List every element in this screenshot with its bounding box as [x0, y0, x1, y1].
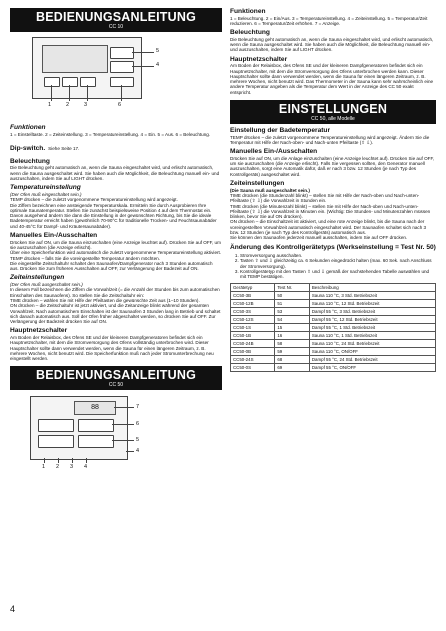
step-item: 3. Kontrollgerätetyp mit den Tasten ⇧ und ⇩ gemäß der nachstehenden Tabelle auswählen und mit TEMP bestätigen. — [240, 269, 436, 280]
callout-6: 6 — [136, 421, 140, 428]
text-zeit-4: Sie können den Saunaofen jederzeit manuell ausschalten, indem Sie auf OFF drücken. — [230, 235, 408, 241]
callout-7: 7 — [136, 404, 140, 411]
device-type-table — [230, 283, 436, 372]
table-cell: CC50-1B — [231, 331, 275, 339]
table-cell: 15 — [275, 323, 310, 331]
banner-cc10 — [10, 8, 222, 32]
table-cell: 54 — [275, 315, 310, 323]
table-cell: CC50-1S — [231, 323, 275, 331]
banner-title: BEDIENUNGSANLEITUNG — [35, 368, 197, 383]
callout-3: 3 — [70, 464, 74, 471]
cc50-button-light — [38, 419, 74, 432]
table-cell: Dampf 55 °C, 3 Std. Betriebszeit — [309, 307, 435, 315]
table-cell: Dampf 55 °C, 24 Std. Betriebszeit — [309, 355, 435, 363]
banner-title: EINSTELLUNGEN — [278, 102, 388, 117]
cc10-button-3 — [80, 77, 96, 87]
table-cell: CC50-3S — [231, 307, 275, 315]
table-header: Gerätetyp — [231, 283, 275, 291]
heading-hauptnetzschalter: Hauptnetzschalter — [230, 55, 288, 63]
text-zeit-2: TIME drücken – wählen Sie mit Hilfe der Pfeiltasten die gewünschte Zeit aus (1–10 Stunden). — [10, 297, 200, 303]
table-cell: 53 — [275, 307, 310, 315]
text-temp-1: TEMP drücken – die zuletzt vorgenommene Temperatureinstellung wird angezeigt. — [10, 197, 178, 203]
text-dip-switch: Siehe Seite 17. — [48, 145, 80, 151]
table-cell: 68 — [275, 355, 310, 363]
page-number: 4 — [10, 604, 16, 614]
cc10-button-off — [110, 61, 134, 73]
table-cell: Sauna 110 °C, 24 Std. Betriebszeit — [309, 339, 435, 347]
banner-subtitle: CC 50 — [108, 382, 124, 389]
table-cell: Sauna 110 °C, 1 Std. Betriebszeit — [309, 331, 435, 339]
text-man-3: TEMP drücken – falls Sie die voreingestellte Temperatur ändern möchten. — [10, 255, 160, 261]
table-cell: 16 — [275, 331, 310, 339]
table-header: Beschreibung — [309, 283, 435, 291]
table-row — [231, 323, 436, 331]
heading-kontrollgeraetetyp: Änderung des Kontrollgerätetyps (Werkseinstellung = Test Nr. 50) — [230, 243, 436, 251]
note-temperatureinstellung: (Der Ofen muß eingeschaltet sein.) — [10, 191, 82, 197]
steps-list — [230, 253, 436, 279]
text-funktionen: 1 = Beleuchtung. 2 = Ein/Aus. 3 = Temperatureinstellung. 4 = Zeiteinstellung. 5 = Temperatur/Zeit reduzieren. 6 = Temperatur/Zeit erhöhen. 7 = Anzeige. — [230, 15, 428, 26]
table-row — [231, 363, 436, 371]
table-cell: 50 — [275, 291, 310, 299]
callout-3: 3 — [84, 102, 88, 108]
heading-beleuchtung: Beleuchtung — [230, 29, 270, 37]
text-zeit-1: In diesem Fall bezeichnen die Ziffern die Vorwahlzeit (= die Anzahl der Stunden bis zum automatischen Einschalten des Saunaofens). So stellen Sie die Zeitschaltuhr ein: — [10, 287, 220, 298]
callout-1: 1 — [42, 464, 46, 471]
table-cell: CC50-12S — [231, 315, 275, 323]
banner-subtitle: CC 10 — [108, 24, 124, 30]
cc10-dial-display — [42, 45, 108, 73]
cc10-button-1 — [44, 77, 60, 87]
table-cell: CC50-24B — [231, 339, 275, 347]
banner-einstellungen — [230, 100, 436, 124]
callout-2: 2 — [56, 464, 60, 471]
table-row — [231, 299, 436, 307]
table-row — [231, 291, 436, 299]
callout-4b: 4 — [84, 464, 88, 471]
heading-beleuchtung: Beleuchtung — [10, 157, 50, 165]
cc10-diagram — [10, 35, 222, 121]
table-cell: 59 — [275, 347, 310, 355]
table-cell: Sauna 110 °C, 12 Std. Betriebszeit — [309, 299, 435, 307]
table-cell: CC50-12B — [231, 299, 275, 307]
right-column — [230, 8, 436, 372]
text-funktionen: 1 = Einstelltaste. 2 = Zeiteinstellung. 3 = Temperatureinstellung. 4 = Ein. 5 = Aus. 6 = Beleuchtung. — [10, 131, 211, 137]
heading-zeiteinstellungen: Zeiteinstellungen — [230, 180, 285, 188]
callout-6: 6 — [118, 102, 122, 108]
text-badetemperatur: TEMP drücken – die zuletzt vorgenommene Temperatureinstellung wird angezeigt. Ändern Sie die Temperatur mit Hilfe der Nach-oben- und Nach-unten Pfeiltaste (⇧ ⇩). — [230, 134, 430, 145]
text-zeit-1: TIME drücken (die Stundenzahl blinkt) – stellen Sie mit Hilfe der Nach-oben und Nach-unten-Pfeiltaste (⇧ ⇩) die Vorwahlzeit in Stunden ein. — [230, 192, 420, 204]
left-column — [10, 8, 222, 473]
text-zeit-3: ON drücken – die Einschaltzeit ist aktiviert, und eine rote Anzeige blinkt, bis die Sauna nach der voreingestellten Vorwahlzeit automatisch eingeschaltet wird. Der Saunaofen schaltet sich nach 3 bzw. 12 Stunden (je nach Typ des Kontrollgeräts) automatisch aus. — [230, 219, 427, 235]
callout-2: 2 — [66, 102, 70, 108]
table-cell: CC50-24S — [231, 355, 275, 363]
heading-hauptnetzschalter: Hauptnetzschalter — [10, 327, 68, 335]
cc50-diagram — [10, 393, 222, 473]
cc50-button-on-off — [78, 419, 114, 432]
callout-1: 1 — [48, 102, 52, 108]
step-item: 1. Stromversorgung ausschalten. — [240, 253, 436, 258]
text-zeit-2: TIME drücken (die Minutenzahl blinkt) – stellen Sie mit Hilfe der Nach-oben und Nach-unten-Pfeiltaste (⇧ ⇩) die Vorwahlzeit in Minuten ein. (Wichtig: Die Stunden- und Minutenzahlen müssen blinken, bevor Sie auf ON drücken). — [230, 203, 431, 220]
text-man-1: Drücken Sie auf ON, um die Sauna einzuschalten (eine Anzeige leuchtet auf). Drücken Sie auf OFF, um sie auszuschalten (die Anzeige erlischt). — [10, 239, 221, 250]
text-zeit-3: ON drücken – die Zeitschaltuhr ist jetzt aktiviert, und die Zeitanzeige blinkt während der gesamten Vorwahlzeit. Nach automatischem Einschalten ist der Saunaofen 3 Stunden lang in Betrieb und schaltet sich danach automatisch aus. Soll der Ofen früher abgeschaltet werden, so drücken Sie auf OFF. Zur Verlängerung der Badezeit drücken Sie auf ON. — [10, 303, 221, 325]
heading-manuelles: Manuelles Ein-/Ausschalten — [230, 148, 318, 156]
table-cell: Dampf 55 °C, 1 Std. Betriebszeit — [309, 323, 435, 331]
heading-funktionen: Funktionen — [230, 8, 266, 15]
table-cell: Sauna 110 °C, 3 Std. Betriebszeit — [309, 291, 435, 299]
table-cell: CC50-0S — [231, 363, 275, 371]
table-header: Test Nr. — [275, 283, 310, 291]
heading-temperatureinstellung: Temperatureinstellung — [10, 184, 81, 192]
text-man-2: Über eine Speicherfunktion wird automatisch die zuletzt vorgenommene Temperatureinstellung aktiviert. — [10, 250, 222, 256]
table-row — [231, 307, 436, 315]
table-cell: Sauna 110 °C, ON/OFF — [309, 347, 435, 355]
table-cell: CC50-3B — [231, 291, 275, 299]
cc50-button-time — [78, 435, 114, 448]
note-zeiteinstellungen: (Der Ofen muß ausgeschaltet sein.) — [10, 282, 83, 288]
table-cell: CC50-0B — [231, 347, 275, 355]
table-row — [231, 339, 436, 347]
cc50-display: 88 — [74, 401, 116, 415]
banner-subtitle: CC 50, alle Modelle — [311, 116, 355, 123]
cc10-button-light — [110, 77, 134, 87]
text-beleuchtung: Die Beleuchtung geht automatisch an, wenn die Sauna eingeschaltet wird, und erlischt automatisch, wenn die Sauna ausgeschaltet wird. Sie haben auch die Möglichkeit, die Beleuchtung manuell ein- und auszuschalten, indem Sie auf LIGHT drücken. — [10, 165, 220, 182]
table-cell: Dampf 55 °C, ON/OFF — [309, 363, 435, 371]
note-zeiteinstellungen: (Die Sauna muß ausgeschaltet sein.) — [230, 187, 310, 193]
table-cell: 58 — [275, 339, 310, 347]
banner-title: BEDIENUNGSANLEITUNG — [35, 10, 197, 24]
step-item: 2. Tasten ⇧ und ⇩ gleichzeitig ca. 6 Sekunden eingedrückt halten (max. 60 Sek. nach Anschluss der Stromversorgung). — [240, 258, 436, 269]
table-cell: Dampf 55 °C, 12 Std. Betriebszeit — [309, 315, 435, 323]
banner-cc50 — [10, 366, 222, 390]
callout-5: 5 — [136, 437, 140, 444]
table-header-row — [231, 283, 436, 291]
cc10-button-2 — [62, 77, 78, 87]
heading-manuelles: Manuelles Ein-/Ausschalten — [10, 232, 98, 240]
heading-funktionen: Funktionen — [10, 124, 46, 131]
cc10-button-on — [110, 47, 134, 59]
heading-zeiteinstellungen: Zeiteinstellungen — [10, 274, 65, 282]
table-row — [231, 331, 436, 339]
table-row — [231, 347, 436, 355]
table-cell: 51 — [275, 299, 310, 307]
cc50-button-temp — [38, 435, 74, 448]
callout-4: 4 — [136, 448, 140, 455]
callout-4: 4 — [156, 62, 160, 68]
heading-badetemperatur: Einstellung der Badetemperatur — [230, 127, 331, 135]
text-manuelles: Drücken Sie auf ON, um die Anlage einzuschalten (eine Anzeige leuchtet auf). Drücken Sie auf OFF, um sie auszuschalten (die Anzeige erlischt). Falls Sie vergessen sollten, den Generator manuell auszuschalten, sorgt eine Automatik dafür, daß er nach 3 bzw. 12 Stunden (je nach Typ des Kontrollgeräts) ausgeschaltet wird. — [230, 155, 435, 177]
table-row — [231, 355, 436, 363]
table-cell: 69 — [275, 363, 310, 371]
text-beleuchtung: Die Beleuchtung geht automatisch an, wenn die Sauna eingeschaltet wird, und erlischt automatisch, wenn die Sauna ausgeschaltet wird. Sie haben auch die Möglichkeit, die Beleuchtung manuell ein- und auszuschalten, indem Sie auf LIGHT drücken. — [230, 36, 434, 53]
text-temp-2: Die Ziffern bezeichnen eine ansteigende Temperaturskala. Ermitteln Sie durch Ausprobieren Ihre optimale Saunatemperatur. Stellen Sie zunächst beispielsweise Position 4 auf dem Thermostat ein. Davon ausgehend ändern Sie dann die Einstellung in der gewünschten Richtung, bis Sie die ideale Badetemperatur erreicht haben (gewöhnlich 70-90°C für traditionelle Trocken- und Feuchtsaunabäder und 40-45°C für Dampf- und Kräutersaunabäder). — [10, 202, 217, 229]
heading-dip-switch: Dip-switch. — [10, 144, 46, 152]
text-hauptnetzschalter: Am Boden der Relaisbox, des Ofens SE und der kleineren Dampfgeneratoren befindet sich ein Hauptnetzschalter, mit dem die Stromversorgung des Ofens unterbrochen werden kann. Dieser Hauptschalter sollte dann verwendet werden, wenn die Sauna für einen längeren Zeitraum, z. B. mehrere Wochen, nicht benutzt wird. Das Thermometer in der Sauna kann sehr wahrscheinlich eine andere Temperatur angeben als die Temperatur dem Wert in der Anzeige des CC 50 exakt entspricht. — [230, 63, 434, 95]
text-hauptnetzschalter: Am Boden der Relaisbox, des Ofens SE und der kleineren Dampfgeneratoren befindet sich ein Hauptnetzschalter, mit dem die Stromversorgung des Ofens vollständig unterbrochen wird. Dieser Hauptschalter sollte dann verwendet werden, wenn die Sauna für einen längeren Zeitraum, z. B. mehrere Wochen, nicht benutzt wird. Die Speicherfunktion muß nach jeder Stromunterbrechung neu eingestellt werden. — [10, 334, 214, 362]
table-row — [231, 315, 436, 323]
text-man-4: Die eingestellte Zeitschaltuhr schaltet den Saunaofen/Dampfgenerator nach 3 Stunden automatisch aus. Drücken Sie zum früheren Ausschalten auf OFF, zur Verlängerung der Badezeit auf ON. — [10, 260, 213, 272]
callout-5: 5 — [156, 48, 160, 54]
